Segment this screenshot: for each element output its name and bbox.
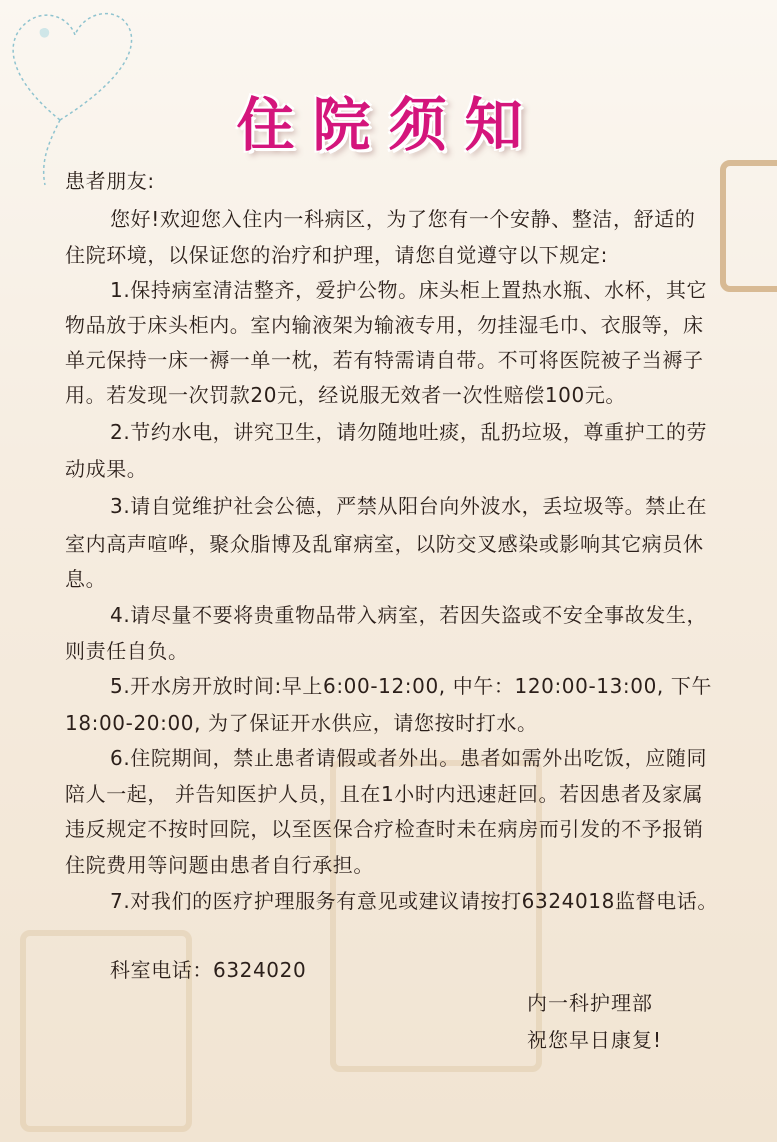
rule-line: 陪人一起， 并告知医护人员，且在1小时内迅速赶回。若因患者及家属 xyxy=(65,782,704,806)
rule-line: 住院费用等问题由患者自行承担。 xyxy=(65,853,374,877)
background-pattern xyxy=(720,160,777,292)
rule-line: 5.开水房开放时间:早上6:00-12:00, 中午：120:00-13:00, 下午 xyxy=(110,674,713,698)
rule-line: 6.住院期间，禁止患者请假或者外出。患者如需外出吃饭，应随同 xyxy=(110,746,708,770)
dept-phone: 科室电话：6324020 xyxy=(110,958,307,982)
rule-line: 息。 xyxy=(65,567,107,591)
rule-line: 2.节约水电，讲究卫生，请勿随地吐痰，乱扔垃圾，尊重护工的劳 xyxy=(110,420,708,444)
salutation: 患者朋友: xyxy=(65,169,155,193)
rule-line: 室内高声喧哗，聚众脂博及乱窜病室，以防交叉感染或影响其它病员休 xyxy=(65,532,704,556)
rule-line: 3.请自觉维护社会公德，严禁从阳台向外波水，丢垃圾等。禁止在 xyxy=(110,494,708,518)
rule-line: 用。若发现一次罚款20元，经说服无效者一次性赔偿100元。 xyxy=(65,383,627,407)
rule-line: 4.请尽量不要将贵重物品带入病室，若因失盗或不安全事故发生， xyxy=(110,603,708,627)
page-title: 住院须知 xyxy=(236,91,541,159)
intro-line: 您好!欢迎您入住内一科病区，为了您有一个安静、整洁，舒适的 xyxy=(110,207,696,231)
rule-line: 物品放于床头柜内。室内输液架为输液专用，勿挂湿毛巾、衣服等，床 xyxy=(65,313,704,337)
signature-wish: 祝您早日康复! xyxy=(527,1028,663,1052)
rule-line: 单元保持一床一褥一单一枕，若有特需请自带。不可将医院被子当褥子 xyxy=(65,348,704,372)
signature-dept: 内一科护理部 xyxy=(527,991,653,1015)
intro-line: 住院环境，以保证您的治疗和护理，请您自觉遵守以下规定: xyxy=(65,243,608,267)
rule-line: 动成果。 xyxy=(65,457,148,481)
rule-line: 7.对我们的医疗护理服务有意见或建议请按打6324018监督电话。 xyxy=(110,889,718,913)
rule-line: 18:00-20:00, 为了保证开水供应，请您按时打水。 xyxy=(65,711,538,735)
rule-line: 违反规定不按时回院，以至医保合疗检查时未在病房而引发的不予报销 xyxy=(65,817,704,841)
rule-line: 则责任自负。 xyxy=(65,639,189,663)
rule-line: 1.保持病室清洁整齐，爱护公物。床头柜上置热水瓶、水杯，其它 xyxy=(110,278,708,302)
